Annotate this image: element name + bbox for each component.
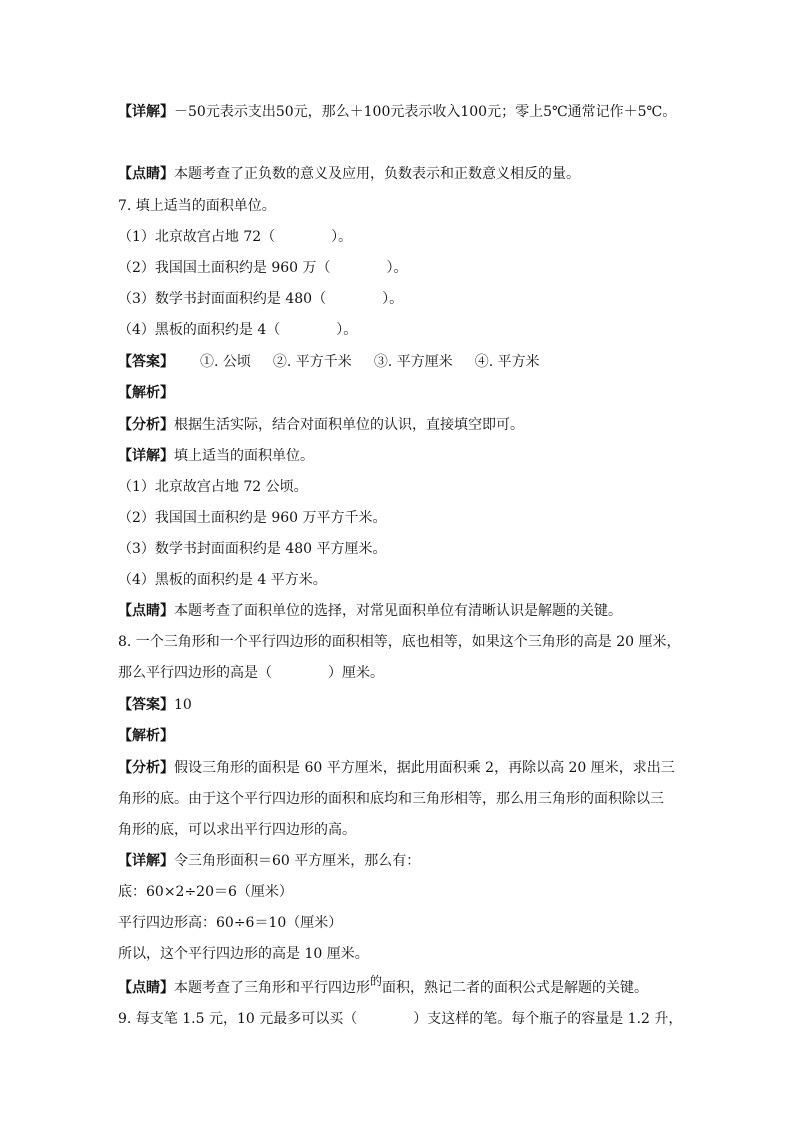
detail-item-2: （2）我国国土面积约是 960 万平方千米。	[118, 510, 387, 526]
question-7-item-2: （2）我国国土面积约是 960 万（ ）。	[118, 260, 408, 276]
detail-line-q7	[118, 446, 314, 466]
answer-text: 10	[174, 697, 192, 713]
comment-tag: 【点睛】	[118, 980, 174, 996]
detail-tag: 【详解】	[118, 853, 174, 869]
analysis-tag-q7: 【解析】	[118, 385, 174, 401]
analysis-text: 假设三角形的面积是 60 平方厘米，据此用面积乘 2，再除以高 20 厘米，求出三	[174, 760, 675, 776]
answer-3: ③. 平方厘米	[373, 354, 453, 370]
question-7-item-3: （3）数学书封面面积约是 480（ ）。	[118, 291, 404, 307]
analysis-text: 根据生活实际，结合对面积单位的认识，直接填空即可。	[174, 417, 524, 433]
comment-line-q6	[118, 164, 580, 184]
comment-text: 本题考查了面积单位的选择，对常见面积单位有清晰认识是解题的关键。	[174, 603, 622, 619]
comment-tag: 【点睛】	[118, 166, 174, 182]
comment-raised-char: 的	[370, 974, 383, 988]
detail-item-1: （1）北京故宫占地 72 公顷。	[118, 479, 308, 495]
answer-1: ①. 公顷	[200, 354, 251, 370]
question-9-line-1: 9. 每支笔 1.5 元，10 元最多可以买（ ）支这样的笔。每个瓶子的容量是 1.2 升，	[118, 1011, 683, 1027]
detail-tag: 【详解】	[118, 448, 174, 464]
comment-line-q8	[118, 974, 649, 998]
analysis-line-q7	[118, 415, 524, 435]
answer-2: ②. 平方千米	[272, 354, 352, 370]
question-7-item-4: （4）黑板的面积约是 4（ ）。	[118, 322, 358, 338]
analysis-tag: 【分析】	[118, 760, 174, 776]
detail-text: 令三角形面积＝60 平方厘米，那么有：	[174, 853, 421, 869]
comment-text-a: 本题考查了三角形和平行四边形	[174, 980, 370, 996]
analysis-line-q8-2: 角形的底。由于这个平行四边形的面积和底均和三角形相等，那么用三角形的面积除以三	[118, 791, 664, 807]
comment-text: 本题考查了正负数的意义及应用，负数表示和正数意义相反的量。	[174, 166, 580, 182]
answer-4: ④. 平方米	[474, 354, 540, 370]
answer-line-q8	[118, 695, 192, 715]
comment-tag: 【点睛】	[118, 603, 174, 619]
analysis-tag: 【分析】	[118, 417, 174, 433]
question-7-item-1: （1）北京故宫占地 72（ ）。	[118, 229, 353, 245]
detail-conclusion: 所以，这个平行四边形的高是 10 厘米。	[118, 946, 369, 962]
detail-item-4: （4）黑板的面积约是 4 平方米。	[118, 572, 327, 588]
detail-calc-base: 底：60×2÷20＝6（厘米）	[118, 884, 293, 900]
detail-item-3: （3）数学书封面面积约是 480 平方厘米。	[118, 541, 387, 557]
question-7-title: 7. 填上适当的面积单位。	[118, 198, 276, 214]
detail-text: 填上适当的面积单位。	[174, 448, 314, 464]
detail-calc-height: 平行四边形高：60÷6＝10（厘米）	[118, 915, 343, 931]
detail-tag: 【详解】	[118, 104, 174, 120]
comment-text-b: 面积，熟记二者的面积公式是解题的关键。	[382, 980, 649, 996]
question-8-line-1: 8. 一个三角形和一个平行四边形的面积相等，底也相等，如果这个三角形的高是 20 厘米，	[118, 634, 681, 650]
detail-text: －50元表示支出50元，那么＋100元表示收入100元；零上5℃通常记作＋5℃。	[174, 104, 677, 120]
analysis-line-q8-3: 角形的底，可以求出平行四边形的高。	[118, 822, 356, 838]
detail-line-q8	[118, 851, 420, 871]
answer-tag: 【答案】	[118, 354, 174, 370]
answer-line-q7	[118, 352, 540, 372]
comment-line-q7	[118, 601, 622, 621]
question-8-line-2: 那么平行四边形的高是（ ）厘米。	[118, 665, 384, 681]
detail-line-q6	[118, 102, 676, 122]
answer-tag: 【答案】	[118, 697, 174, 713]
analysis-line-q8-1	[118, 758, 675, 778]
analysis-tag-q8: 【解析】	[118, 728, 174, 744]
